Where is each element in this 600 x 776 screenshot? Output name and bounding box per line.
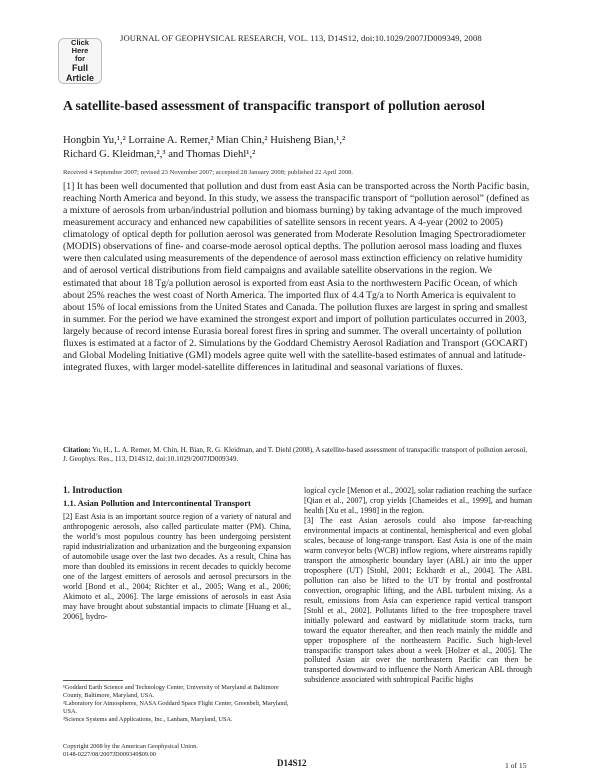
paragraph-2: [2] East Asia is an important source region of a variety of natural and anthropogenic aerosols, also called particulate matter (PM). China, the world’s most populous country has been undergoing persistent rapid industrialization and urbanization and the burgeoning expansion of automobile usage over the last two decades. As a result, China has more than doubled its emissions in recent decades to quickly become one of the largest emitters of aerosols and aerosol precursors in the world [Bond et al., 2004; Richter et al., 2005; Wang et al., 2006; Akimoto et al., 2006]. The large emissions of aerosols in east Asia may have brought about substantial impacts to climate [Huang et al., 2006], hydro- [63,511,291,621]
abstract [63,181,531,374]
abstract-marker: [1] [63,181,75,192]
received-dates: Received 4 September 2007; revised 23 November 2007; accepted 28 January 2008; published 22 April 2008. [63,169,354,176]
footnote-3: ³Science Systems and Applications, Inc., Lanham, Maryland, USA. [63,716,233,724]
footnote-divider [63,680,123,681]
paragraph-2-continued: logical cycle [Menon et al., 2002], solar radiation reaching the surface [Qian et al., 2007], crop yields [Chameides et al., 1999], and human health [Xu et al., 1998] in the region. [304,486,532,515]
paragraph-3: [3] The east Asian aerosols could also impose far-reaching environmental impacts at continental, hemispherical and even global scales, because of long-range transport. East Asia is one of the main warm conveyor belts (WCB) inflow regions, where airstreams rapidly transport the atmospheric boundary layer (ABL) air into the upper troposphere (UT) [Stohl, 2001; Eckhardt et al., 2004]. The ABL pollution can also be lifted to the UT by frontal and postfrontal convection, orographic lifting, and the ABL turbulent mixing. As a result, emissions from Asia can experience rapid vertical transport [Stohl et al., 2002]. Pollutants lifted to the free troposphere travel initially poleward and eastward by midlatitude storm tracks, turn toward the equator thereafter, and then reach mainly the middle and upper troposphere of the northeastern Pacific. Such high-level transpacific transport takes about a week [Holzer et al., 2005]. The polluted Asian air over the northeastern Pacific can then be transported downward to influence the North American ABL through subsidence associated with subtropical Pacific highs [304,515,532,685]
full-article-link-icon[interactable] [58,38,102,84]
article-page-code: D14S12 [277,758,307,768]
badge-line-4: Full [72,63,88,73]
footnote-1: ¹Goddard Earth Science and Technology Center, University of Maryland at Baltimore County, Baltimore, Maryland, USA. [63,684,279,700]
footnote-2: ²Laboratory for Atmospheres, NASA Goddard Space Flight Center, Greenbelt, Maryland, USA. [63,700,289,716]
section-heading-introduction: 1. Introduction [63,485,123,495]
citation-label: Citation: [63,446,91,454]
abstract-text: It has been well documented that pollution and dust from east Asia can be transported across the North Pacific basin, reaching North America and beyond. In this study, we assess the transpacific transport of “pollution aerosol” (defined as a mixture of aerosols from urban/industrial pollution and biomass burning) by taking advantage of the much improved measurement accuracy and enhanced new capabilities of satellite sensors in recent years. A 4-year (2002 to 2005) climatology of optical depth for pollution aerosol was generated from Moderate Resolution Imaging Spectroradiometer (MODIS) observations of fine- and coarse-mode aerosol optical depths. The pollution aerosol mass loading and fluxes were then calculated using measurements of the dependence of aerosol mass extinction efficiency on relative humidity and of aerosol vertical distributions from field campaigns and available satellite observations in the region. We estimated that about 18 Tg/a pollution aerosol is exported from east Asia to the northwestern Pacific Ocean, of which about 25% reaches the west coast of North America. The imported flux of 4.4 Tg/a to North America is equivalent to about 15% of local emissions from the United States and Canada. The pollution fluxes are largest in spring and smallest in summer. For the period we have examined the strongest export and import of pollution particulates occurred in 2003, largely because of record intense Eurasia boreal forest fires in spring and summer. The overall uncertainty of pollution fluxes is estimated at a factor of 2. Simulations by the Goddard Chemistry Aerosol Radiation and Transport (GOCART) and Global Modeling Initiative (GMI) models agree quite well with the satellite-based estimates of annual and latitude-integrated fluxes, with larger model-satellite differences in latitudinal and seasonal variations of fluxes. [63,181,530,373]
author-list [63,134,523,161]
copyright-line: Copyright 2008 by the American Geophysical Union. [63,743,198,750]
affiliation-footnotes [63,684,293,724]
journal-header: JOURNAL OF GEOPHYSICAL RESEARCH, VOL. 113, D14S12, doi:10.1029/2007JD009349, 2008 [120,33,482,43]
citation-text: Yu, H., L. A. Remer, M. Chin, H. Bian, R. G. Kleidman, and T. Diehl (2008), A satellite-based assessment of transpacific transport of pollution aerosol, J. Geophys. Res., 113, D14S12, doi:10.1029/2007JD009349. [63,446,528,464]
issn-line: 0148-0227/08/2007JD009349$09.00 [63,751,156,758]
citation [63,446,533,465]
badge-line-3: for [75,54,85,63]
right-column [304,486,532,685]
page-number: 1 of 15 [505,761,527,770]
authors-line-1: Hongbin Yu,¹,² Lorraine A. Remer,² Mian Chin,² Huisheng Bian,¹,² [63,135,346,146]
left-column [63,486,291,622]
badge-line-2: Here [71,46,89,55]
copyright-notice [63,743,293,759]
article-title: A satellite-based assessment of transpacific transport of pollution aerosol [63,98,485,113]
subsection-heading: 1.1. Asian Pollution and Intercontinental Transport [63,497,251,508]
badge-line-1: Click [71,38,89,47]
badge-line-5: Article [65,73,94,83]
authors-line-2: Richard G. Kleidman,²,³ and Thomas Diehl¹,² [63,148,256,160]
